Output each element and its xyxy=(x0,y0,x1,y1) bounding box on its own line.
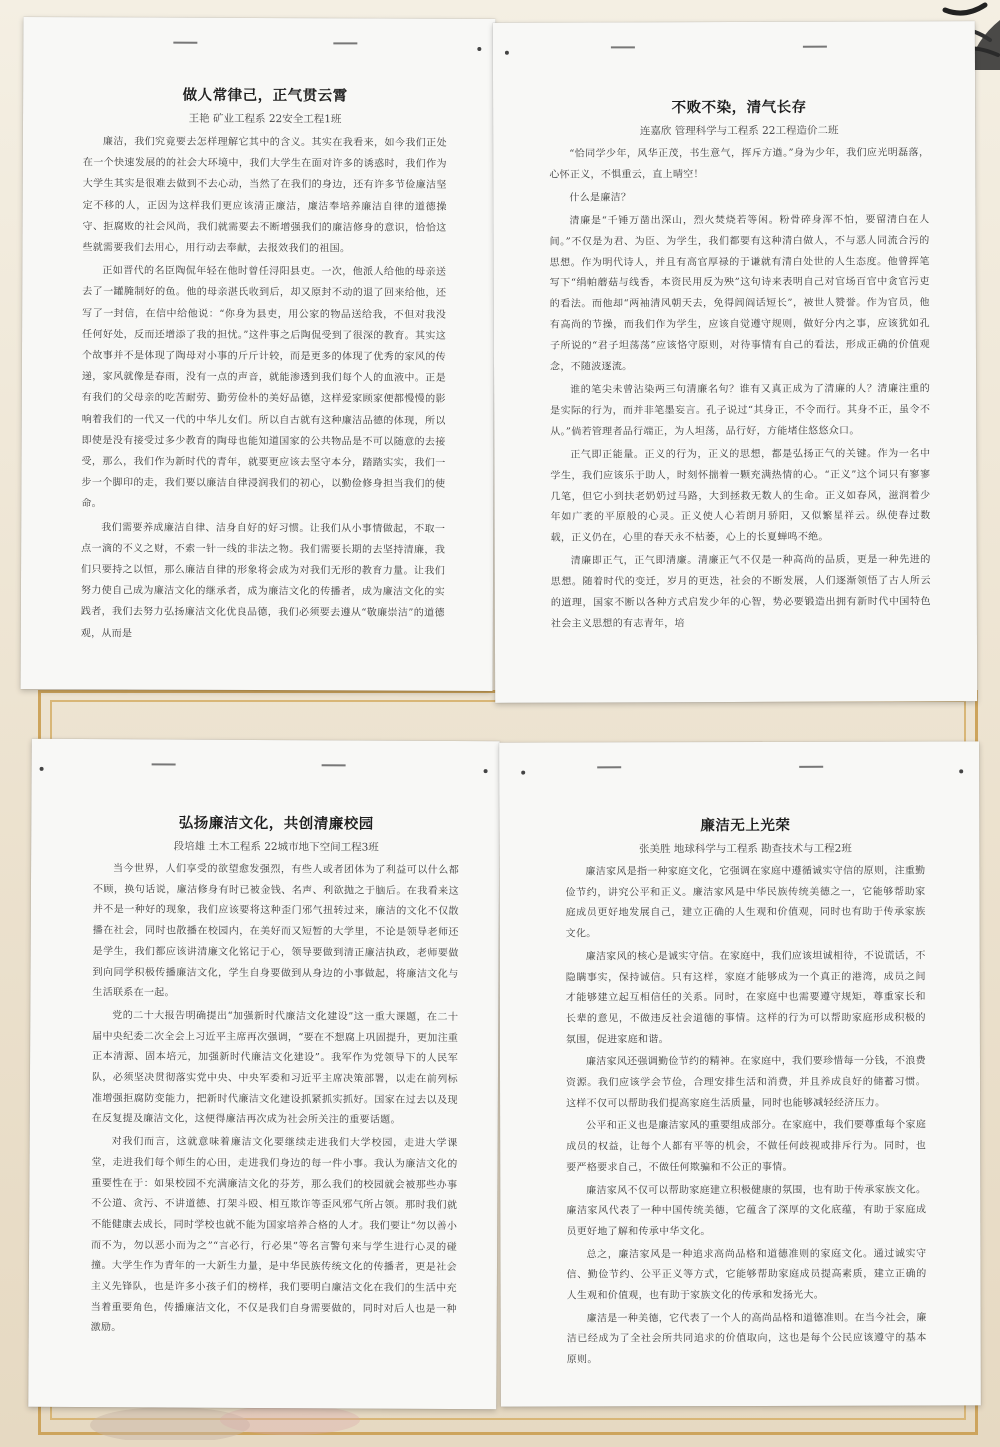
article-body xyxy=(81,131,447,645)
pin-dot xyxy=(521,771,525,775)
paragraph: 我们需要养成廉洁自律、洁身自好的好习惯。让我们从小事情做起，不取一点一滴的不义之财，不索一针一线的非法之物。我们需要长期的去坚持清廉，我们只要持之以恒，那么廉洁自律的形象将会成为对我们无形的教育力量。让我们努力使自己成为廉洁文化的继承者，成为廉洁文化的传播者，成为廉洁文化的实践者，我们去努力弘扬廉洁文化优良品德，我们必须要去遵从“敬廉崇洁”的道德观，从而是 xyxy=(80,521,446,640)
paragraph: 党的二十大报告明确提出“加强新时代廉洁文化建设”这一重大课题，在二十届中央纪委二次全会上习近平主席再次强调，“要在不想腐上巩固提升，更加注重正本清源、固本培元，加强新时代廉洁文化建设”。我军作为党领导下的人民军队，必须坚决贯彻落实党中央、中央军委和习近平主席决策部署，以走在前列标准增强拒腐防变能力，把新时代廉洁文化建设抓紧抓实抓好。国家在过去以及现在反复提及廉洁文化，这便得廉洁再次成为社会所关注的重要话题。 xyxy=(91,1010,459,1127)
paragraph: 廉洁家风还强调勤俭节约的精神。在家庭中，我们要珍惜每一分钱，不浪费资源。我们应该学会节俭，合理安排生活和消费，并且养成良好的储蓄习惯。这样不仅可以帮助我们提高家庭生活质量，同时也能够减轻经济压力。 xyxy=(566,1055,927,1110)
article-sheet-4 xyxy=(499,741,981,1406)
paragraph: 清廉即正气，正气即清廉。清廉正气不仅是一种高尚的品质，更是一种先进的思想。随着时代的变迁，岁月的更迭，社会的不断发展，人们逐渐领悟了古人所云的道理，国家不断以各种方式启发少年的心智，势必要锻造出拥有新时代中国特色社会主义思想的有志青年，培 xyxy=(550,554,931,630)
paragraph: 正如晋代的名臣陶侃年轻在他时曾任浔阳县吏。一次，他派人给他的母亲送去了一罐腌制好的鱼。他的母亲湛氏收到后，却又原封不动的退了回来给他，还写了一封信，在信中给他说：“你身为县吏，用公家的物品送给我，不但对我没任何好处，反而还增添了我的担忧。”这件事之后陶侃受到了很深的教育。其实这个故事并不是体现了陶母对小事的斤斤计较，而是更多的体现了优秀的家风的传递，家风就像是春雨，没有一点的声音，就能渗透到我们每个人的血液中。正是有我们的父母亲的吃苦耐劳、勤劳俭朴的美好品德，这样爱家顾家便都慢慢的影响着我们的一代又一代的中华儿女们。所以自古就有这种廉洁品德的体现，所以即使是没有接受过多少教育的陶母也能知道国家的公共物品是不可以随意的去接受，那么，我们作为新时代的青年，就要更应该去坚守本分，踏踏实实，我们一步一个脚印的走，我们要以廉洁自律浸润我们的初心，以勤俭修身担当我们的使命。 xyxy=(81,265,447,510)
pin-dot xyxy=(40,767,44,771)
paragraph: 廉洁家风是指一种家庭文化，它强调在家庭中遵循诚实守信的原则，注重勤俭节约，讲究公平和正义。廉洁家风是中华民族传统美德之一，它能够帮助家庭成员更好地发展自己，建立正确的人生观和价值观，同时也有助于传承家族文化。 xyxy=(565,865,926,940)
paragraph: 总之，廉洁家风是一种追求高尚品格和道德准则的家庭文化。通过诚实守信、勤俭节约、公平正义等方式，它能够帮助家庭成员提高素质，建立正确的人生观和价值观，也有助于家族文化的传承和发扬光大。 xyxy=(566,1248,927,1302)
paragraph: 廉洁家风不仅可以帮助家庭建立积极健康的氛围，也有助于传承家族文化。廉洁家风代表了一种中国传统美德，它蕴含了深厚的文化底蕴，有助于家庭成员更好地了解和传承中华文化。 xyxy=(566,1184,927,1238)
paragraph: 廉洁家风的核心是诚实守信。在家庭中，我们应该坦诚相待，不说谎话，不隐瞒事实，保持诚信。只有这样，家庭才能够成为一个真正的港湾，成员之间才能够建立起互相信任的关系。同时，在家庭中也需要遵守规矩，尊重家长和长辈的意见，不做违反社会道德的事情。这样的行为可以帮助家庭形成积极的氛围，促进家庭和谐。 xyxy=(565,950,926,1046)
paragraph: 廉洁是一种美德，它代表了一个人的高尚品格和道德准则。在当今社会，廉洁已经成为了全社会所共同追求的价值取向，这也是每个公民应该遵守的基本原则。 xyxy=(566,1312,927,1366)
paragraph: 正气即正能量。正义的行为，正义的思想，都是弘扬正气的关键。作为一名中学生，我们应该乐于助人，时刻怀揣着一颗充满热情的心。“正义”这个词只有寥寥几笔，但它小到扶老奶奶过马路，大到拯救无数人的生命。正义如春风，滋润着少年如广袤的平原般的心灵。正义使人心若朗月骄阳，又似繁星祥云。纵使春过数载，正义仍在，心里的春天永不枯萎，心上的长夏蝉鸣不绝。 xyxy=(550,448,931,544)
staple-mark xyxy=(803,46,827,48)
paragraph: 谁的笔尖未曾沾染两三句清廉名句？谁有又真正成为了清廉的人？清廉注重的是实际的行为，而并非笔墨妄言。孔子说过“其身正，不令而行。其身不正，虽令不从。”倘若管理者品行端正，为人坦荡，品行好，方能堵住悠悠众口。 xyxy=(550,383,931,438)
article-author: 王艳 矿业工程系 22安全工程1班 xyxy=(188,112,342,126)
article-body xyxy=(565,862,926,1372)
article-author: 张美胜 地球科学与工程系 勘查技术与工程2班 xyxy=(638,842,852,856)
paragraph: “恰同学少年，风华正茂，书生意气，挥斥方遒。”身为少年，我们应光明磊落，心怀正义，不惧重云，直上晴空！ xyxy=(549,147,930,181)
article-sheet-2 xyxy=(493,21,977,703)
article-author: 连嘉欣 管理科学与工程系 22工程造价二班 xyxy=(639,124,839,138)
article-sheet-1 xyxy=(21,17,496,691)
pin-dot xyxy=(484,769,488,773)
article-body xyxy=(91,859,460,1341)
pin-dot xyxy=(477,47,481,51)
staple-mark xyxy=(799,766,823,768)
article-body xyxy=(549,143,931,635)
staple-mark xyxy=(597,766,621,768)
article-title: 不败不染，清气长存 xyxy=(671,99,807,117)
paragraph: 公平和正义也是廉洁家风的重要组成部分。在家庭中，我们要尊重每个家庭成员的权益，让每个人都有平等的机会，不做任何歧视或排斥行为。同时，也要严格要求自己，不做任何欺骗和不公正的事情。 xyxy=(566,1119,927,1174)
article-author: 段培雄 土木工程系 22城市地下空间工程3班 xyxy=(173,840,379,854)
article-title: 廉洁无上光荣 xyxy=(700,817,791,835)
staple-mark xyxy=(611,46,635,48)
article-title: 做人常律己，正气贯云霄 xyxy=(182,87,348,105)
paragraph: 清廉是“千锤万凿出深山，烈火焚烧若等闲。粉骨碎身浑不怕，要留清白在人间。”不仅是为君、为臣、为学生，我们都要有这种清白做人，不与恶人同流合污的思想。作为明代诗人，并且有高官厚禄的于谦就有清白处世的人生态度。他曾挥笔写下“绢帕蘑菇与线香，本资民用反为殃”这句诗来表明自己对官场百官中贪官污吏的看法。而他却“两袖清风朝天去，免得闾阎话短长”，被世人赞誉。作为官员，他有高尚的节操，而我们作为学生，应该自觉遵守规则，做好分内之事，应该犹如孔子所说的“君子坦荡荡”应该恪守原则，对待事情有自己的看法，形成正确的价值观念，不随波逐流。 xyxy=(549,214,930,373)
paragraph: 廉洁，我们究竟要去怎样理解它其中的含义。其实在我看来，如今我们正处在一个快速发展的的社会大环境中，我们大学生在面对许多的诱惑时，我们作为大学生其实是很难去做到不去心动，当然了在我们的身边，还有许多节俭廉洁坚定不移的人，正因为这样我们更应该清正廉洁，廉洁奉培养廉洁自律的道德操守、拒腐败的社会风尚，我们就需要去不断增强我们的廉洁修身的意识，恰恰这些就需要我们去用心，用行动去奉献，去报效我们的祖国。 xyxy=(82,136,447,255)
pin-dot xyxy=(959,769,963,773)
staple-mark xyxy=(322,764,346,766)
staple-mark xyxy=(173,42,197,44)
article-sheet-3 xyxy=(28,739,499,1409)
pin-dot xyxy=(505,51,509,55)
staple-mark xyxy=(333,42,357,44)
article-title: 弘扬廉洁文化，共创清廉校园 xyxy=(178,815,374,833)
staple-mark xyxy=(152,763,176,765)
paragraph: 当今世界，人们享受的欲望愈发强烈，有些人或者团体为了利益可以什么都不顾，换句话说，廉洁修身有时已被金钱、名声、利欲抛之于脑后。在我看来这并不是一种好的现象，我们应该要将这种歪门邪气扭转过来，廉洁的文化不仅散播在社会，同时也散播在校园内，在美好而又短暂的大学里，不论是领导老师还是学生，我们都应该讲清廉文化铭记于心，领导要做到清正廉洁执政，老师要做到向同学积极传播廉洁文化，学生自身要做到从身边的小事做起，将廉洁文化与生活联系在一起。 xyxy=(92,863,460,999)
paragraph: 对我们而言，这就意味着廉洁文化要继续走进我们大学校园，走进大学课堂，走进我们每个师生的心田，走进我们身边的每一件小事。我认为廉洁文化的重要性在于：如果校园不充满廉洁文化的芬芳，那么我们的校园就会被那些办事不公道、贪污、不讲道德、打架斗殴、相互欺诈等歪风邪气所占领。那时我们就不能健康去成长，同时学校也就不能为国家培养合格的人才。我们要让“勿以善小而不为，勿以恶小而为之”“言必行，行必果”等名言警句来与学生进行心灵的碰撞。大学生作为青年的一大新生力量，是中华民族传统文化的传播者，更是社会主义先锋队，也是许多小孩子们的榜样，我们要明白廉洁文化在我们的生活中充当着重要角色，传播廉洁文化，不仅是我们自身需要做的，同时对后人也是一种激励。 xyxy=(90,1136,458,1334)
paragraph: 什么是廉洁？ xyxy=(569,192,632,204)
